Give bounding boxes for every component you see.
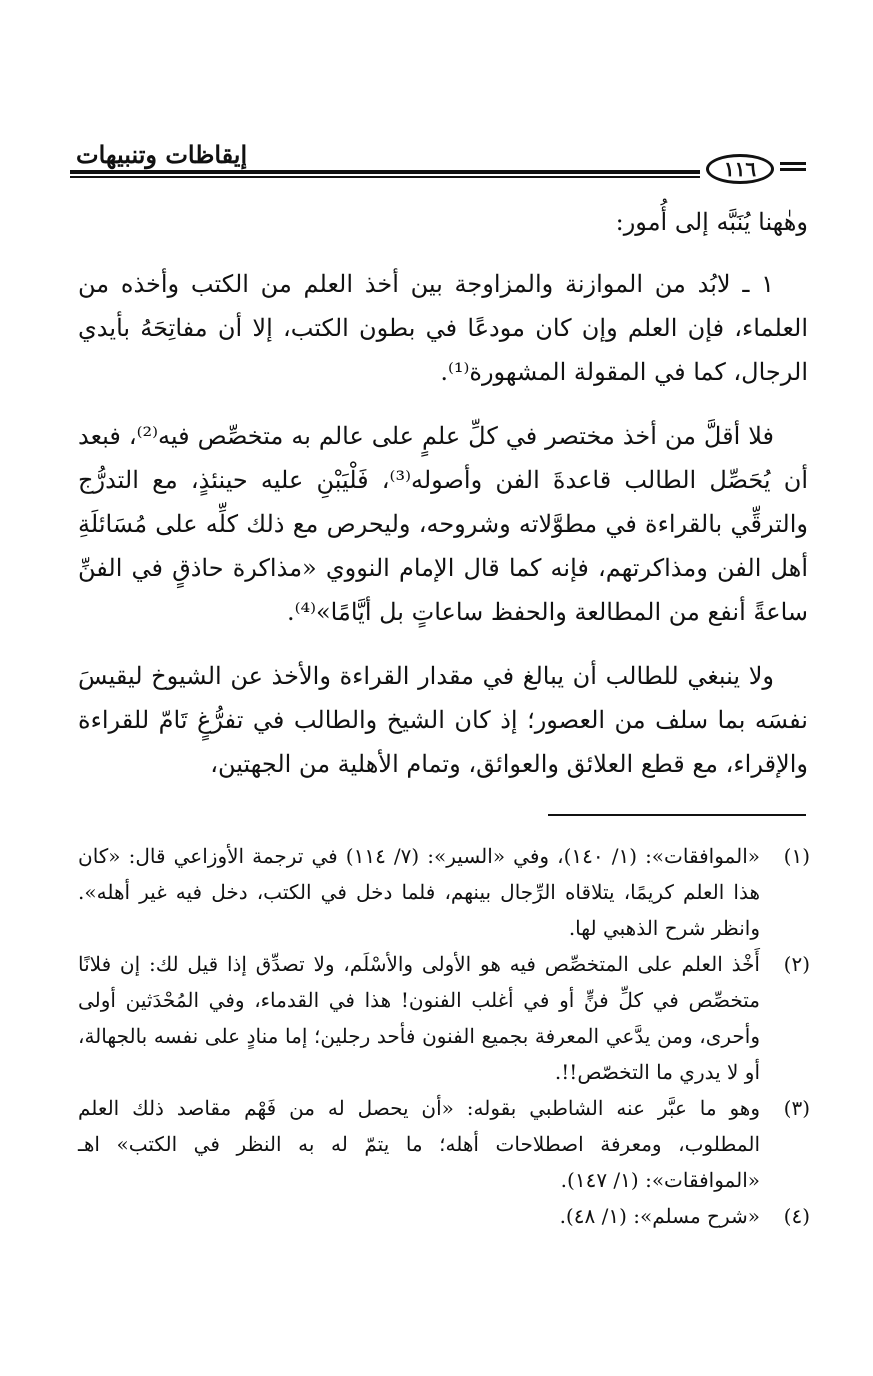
footnote-text: أَخْذ العلم على المتخصِّص فيه هو الأولى والأسْلَم، ولا تصدِّق إذا قيل لك: إن فلانًا متخصِّص في كلِّ فنٍّ أو في أغلب الفنون! هذا في القدماء، وفي المُحْدَثين أولى وأحرى، ومن يدَّعي المعرفة بجميع الفنون فأحد رجلين؛ إما منادٍ على نفسه بالجهالة، أو لا يدري ما التخصّص!!. <box>78 952 760 1084</box>
footnote-1 <box>78 838 810 946</box>
header-rule <box>70 170 700 178</box>
footnote-text: «الموافقات»: (١/ ١٤٠)، وفي «السير»: (٧/ ١١٤) في ترجمة الأوزاعي قال: «كان هذا العلم كريمًا، يتلاقاه الرِّجال بينهم، فلما دخل في الكتب، دخل فيه غير أهله». وانظر شرح الذهبي لها. <box>78 844 760 940</box>
footnote-number: (٣) <box>783 1096 810 1120</box>
footnote-number: (١) <box>783 844 810 868</box>
header-rule-thick <box>70 170 700 174</box>
page-number: ١١٦ <box>706 154 774 184</box>
footnote-text: وهو ما عبَّر عنه الشاطبي بقوله: «أن يحصل له من فَهْم مقاصد ذلك العلم المطلوب، ومعرفة اصطلاحات أهله؛ ما يتمّ له به النظر في الكتب» اهـ «الموافقات»: (١/ ١٤٧). <box>78 1096 760 1192</box>
footnote-separator <box>548 814 806 816</box>
footnote-3 <box>78 1090 810 1198</box>
paragraph-1: ١ ـ لابُد من الموازنة والمزاوجة بين أخذ العلم من الكتب وأخذه من العلماء، فإن العلم وإن كان مودعًا في بطون الكتب، إلا أن مفاتِحَهُ بأيدي الرجال، كما في المقولة المشهورة⁽¹⁾. <box>78 270 808 386</box>
paragraph-2: فلا أقلَّ من أخذ مختصر في كلِّ علمٍ على عالم به متخصِّص فيه⁽²⁾، فبعد أن يُحَصِّل الطالب قاعدةَ الفن وأصوله⁽³⁾، فَلْيَبْنِ عليه حينئذٍ، مع التدرُّج والترقِّي بالقراءة في مطوَّلاته وشروحه، وليحرص مع ذلك كلِّه على مُسَائلَةِ أهل الفن ومذاكرتهم، فإنه كما قال الإمام النووي «مذاكرة حاذقٍ في الفنِّ ساعةً أنفع من المطالعة والحفظ ساعاتٍ بل أيَّامًا»⁽⁴⁾. <box>78 422 808 626</box>
running-title: إيقاظات وتنبيهات <box>76 140 248 169</box>
footnotes <box>78 838 810 1234</box>
header-ornament-line <box>780 162 806 165</box>
main-text <box>78 200 808 806</box>
footnote-number: (٤) <box>783 1204 810 1228</box>
header-ornament-line <box>780 168 806 171</box>
footnote-number: (٢) <box>783 952 810 976</box>
footnote-4 <box>78 1198 810 1234</box>
footnote-2 <box>78 946 810 1090</box>
header-ornament <box>780 162 806 174</box>
page-header <box>70 140 808 184</box>
paragraph-3: ولا ينبغي للطالب أن يبالغ في مقدار القراءة والأخذ عن الشيوخ ليقيسَ نفسَه بما سلف من العصور؛ إذ كان الشيخ والطالب في تفرُّغٍ تَامّ للقراءة والإقراء، مع قطع العلائق والعوائق، وتمام الأهلية من الجهتين، <box>78 662 808 778</box>
footnote-text: «شرح مسلم»: (١/ ٤٨). <box>559 1204 760 1228</box>
intro-line: وهٰهنا يُنَبَّه إلى أُمور: <box>615 208 808 236</box>
header-rule-thin <box>70 176 700 178</box>
